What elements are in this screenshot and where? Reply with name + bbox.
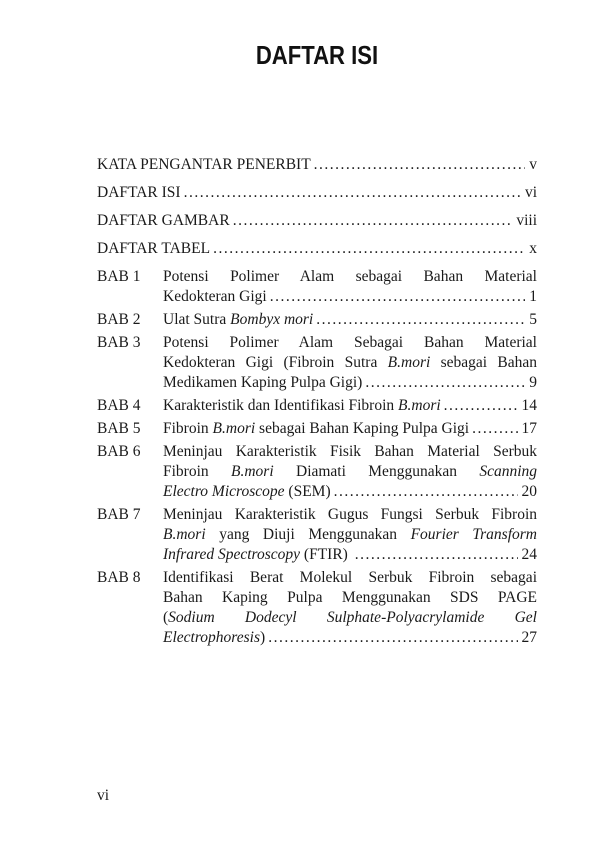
plain-text: Kedokteran Gigi [163, 288, 267, 305]
toc-chapter-entry [97, 568, 537, 648]
plain-text: Bahan Kaping Pulpa Menggunakan SDS PAGE [163, 589, 537, 606]
italic-text: Fourier Transform [410, 526, 537, 543]
chapter-title-line [163, 353, 537, 373]
chapter-title-text [163, 396, 441, 416]
chapter-title-text [163, 545, 352, 565]
chapter-title-block [163, 419, 537, 439]
chapter-title-block [163, 333, 537, 393]
chapter-label: BAB 3 [97, 334, 141, 351]
chapter-title-block [163, 310, 537, 330]
chapter-label: BAB 2 [97, 311, 141, 328]
page-number-footer: vi [97, 787, 110, 804]
chapter-title-line [163, 267, 537, 287]
plain-text: Meninjau Karakteristik Fisik Bahan Material Serbuk [163, 443, 537, 460]
plain-text: Meninjau Karakteristik Gugus Fungsi Serbuk Fibroin [163, 506, 537, 523]
italic-text: Electro Microscope [163, 483, 285, 500]
dot-leader [270, 287, 526, 307]
plain-text: Fibroin [163, 420, 213, 437]
toc-page-number: v [529, 156, 537, 173]
chapter-title-text [163, 628, 265, 648]
chapter-title-block [163, 568, 537, 648]
dot-leader [472, 419, 517, 439]
dot-leader [233, 211, 513, 231]
chapter-title-text [163, 373, 362, 393]
chapter-title-text [163, 419, 469, 439]
toc-entry-label: KATA PENGANTAR PENERBIT [97, 156, 311, 173]
plain-text: Potensi Polimer Alam sebagai Bahan Material [163, 268, 537, 285]
toc-page-number: 24 [521, 546, 537, 563]
italic-text: Sodium Dodecyl Sulphate-Polyacrylamide Gel [168, 609, 537, 626]
plain-text: ) [260, 629, 266, 646]
toc-entry-label: DAFTAR ISI [97, 184, 181, 201]
toc-page-number: 5 [529, 311, 537, 328]
dot-leader [268, 628, 517, 648]
chapter-title-line [163, 442, 537, 462]
toc-front-entry [97, 211, 537, 231]
chapter-title-line [163, 462, 537, 482]
chapter-label: BAB 6 [97, 443, 141, 460]
table-of-contents [97, 155, 537, 648]
chapter-title-line [163, 628, 537, 648]
toc-page-number: viii [516, 212, 537, 229]
toc-entry-label: DAFTAR GAMBAR [97, 212, 230, 229]
italic-text: B.mori [212, 420, 256, 437]
toc-chapter-entry [97, 442, 537, 502]
toc-page-number: 9 [529, 374, 537, 391]
toc-page-number: 1 [529, 288, 537, 305]
chapter-label: BAB 4 [97, 397, 141, 414]
italic-text: B.mori [163, 526, 206, 543]
toc-chapter-entry [97, 310, 537, 330]
italic-text: Infrared Spectroscopy [163, 546, 301, 563]
chapter-title-text [163, 287, 267, 307]
dot-leader [334, 482, 518, 502]
chapter-title-line [163, 287, 537, 307]
chapter-title-line [163, 525, 537, 545]
plain-text: yang Diuji Menggunakan [205, 526, 411, 543]
toc-chapter-entry [97, 505, 537, 565]
chapter-title-text [163, 482, 331, 502]
plain-text: Medikamen Kaping Pulpa Gigi) [163, 374, 363, 391]
plain-text: sebagai Bahan [430, 354, 537, 371]
dot-leader [444, 396, 518, 416]
plain-text: Kedokteran Gigi (Fibroin Sutra [163, 354, 388, 371]
toc-chapter-entry [97, 267, 537, 307]
italic-text: B.mori [387, 354, 431, 371]
plain-text: Identifikasi Berat Molekul Serbuk Fibroin sebagai [163, 569, 537, 586]
chapter-title-line [163, 482, 537, 502]
plain-text: Diamati Menggunakan [273, 463, 480, 480]
chapter-title-block [163, 505, 537, 565]
toc-page-number: x [529, 240, 537, 257]
toc-front-entry [97, 183, 537, 203]
chapter-title-block [163, 442, 537, 502]
chapter-title-line [163, 505, 537, 525]
chapter-title-line [163, 608, 537, 628]
toc-page-number: 27 [521, 629, 537, 646]
chapter-label: BAB 8 [97, 569, 141, 586]
italic-text: Electrophoresis [163, 629, 261, 646]
chapter-label: BAB 1 [97, 268, 141, 285]
plain-text: ( [163, 609, 169, 626]
document-page [0, 42, 614, 865]
italic-text: Scanning [479, 463, 537, 480]
toc-front-entry [97, 239, 537, 259]
plain-text: sebagai Bahan Kaping Pulpa Gigi [255, 420, 470, 437]
italic-text: B.mori [231, 463, 274, 480]
dot-leader [316, 310, 525, 330]
chapter-title-line [163, 333, 537, 353]
plain-text: Potensi Polimer Alam Sebagai Bahan Material [163, 334, 537, 351]
toc-chapter-entry [97, 333, 537, 393]
toc-chapter-entry [97, 396, 537, 416]
dot-leader [184, 183, 521, 203]
dot-leader [213, 239, 525, 259]
chapter-title-block [163, 267, 537, 307]
toc-page-number: 14 [521, 397, 537, 414]
dot-leader [314, 155, 526, 175]
toc-entry-label: DAFTAR TABEL [97, 240, 211, 257]
chapter-title-line [163, 396, 537, 416]
dot-leader [355, 545, 518, 565]
chapter-title-line [163, 568, 537, 588]
plain-text: (SEM) [284, 483, 331, 500]
chapter-label: BAB 5 [97, 420, 141, 437]
toc-page-number: vi [524, 184, 537, 201]
toc-page-number: 20 [521, 483, 537, 500]
chapter-title-text [163, 310, 313, 330]
plain-text: (FTIR) [300, 546, 352, 563]
chapter-title-line [163, 373, 537, 393]
toc-chapter-entry [97, 419, 537, 439]
page-title: DAFTAR ISI [255, 40, 379, 70]
chapter-title-block [163, 396, 537, 416]
page-content [97, 42, 537, 648]
chapter-title-line [163, 588, 537, 608]
plain-text: Fibroin [163, 463, 232, 480]
italic-text: Bombyx mori [230, 311, 314, 328]
dot-leader [365, 373, 525, 393]
chapter-title-line [163, 419, 537, 439]
chapter-title-line [163, 310, 537, 330]
plain-text: Ulat Sutra [163, 311, 231, 328]
toc-front-entry [97, 155, 537, 175]
chapter-label: BAB 7 [97, 506, 141, 523]
italic-text: B.mori [398, 397, 441, 414]
chapter-title-line [163, 545, 537, 565]
toc-page-number: 17 [521, 420, 537, 437]
plain-text: Karakteristik dan Identifikasi Fibroin [163, 397, 399, 414]
